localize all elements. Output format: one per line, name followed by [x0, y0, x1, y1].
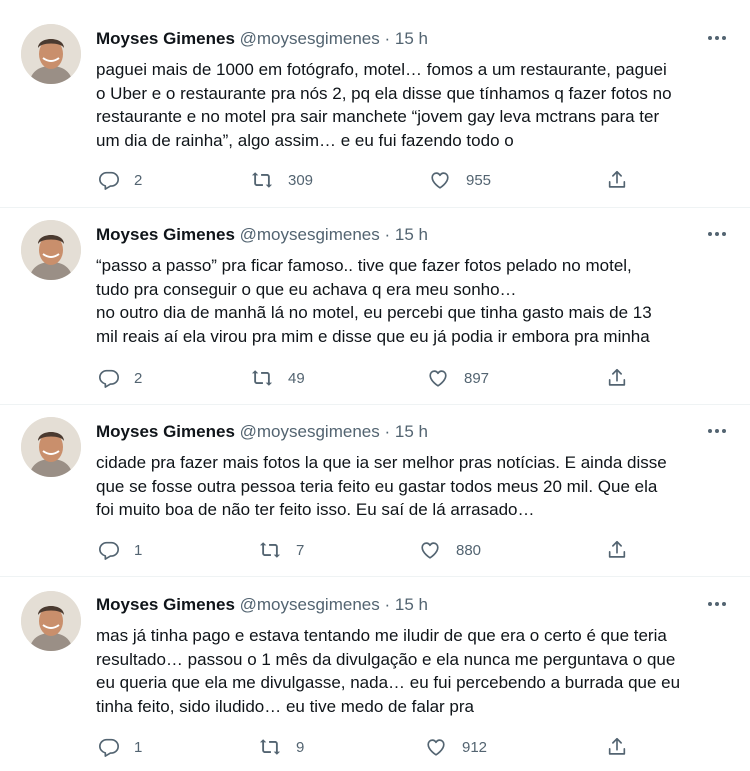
retweet-count: 309 — [288, 171, 314, 189]
timestamp[interactable]: 15 h — [394, 422, 428, 441]
tweet-text-line: tinha feito, sido iludido… eu tive medo de falar pra — [96, 696, 475, 716]
tweet-actions — [96, 366, 636, 390]
reply-icon — [98, 169, 120, 191]
tweet-text-line: “passo a passo” pra ficar famoso.. tive que fazer fotos pelado no motel, — [96, 256, 632, 275]
tweet-header — [96, 595, 428, 615]
tweet-actions — [96, 538, 636, 562]
tweet-text-line: foi muito boa de não ter feito isso. Eu saí de lá arrasado… — [96, 500, 535, 519]
tweet-text-line: eu queria que ela me divulgasse, nada… eu fui percebendo a burrada que eu — [96, 673, 681, 692]
tweet[interactable] — [0, 208, 750, 405]
tweet-text-line: no outro dia de manhã lá no motel, eu percebi que tinha gasto mais de 13 — [96, 303, 652, 322]
retweet-icon — [258, 736, 282, 758]
tweet[interactable] — [0, 405, 750, 577]
share-icon — [606, 367, 628, 389]
tweet[interactable] — [0, 577, 750, 771]
reply-button[interactable] — [98, 168, 142, 192]
reply-count: 1 — [134, 541, 143, 559]
tweet-text-line: mas já tinha pago e estava tentando me iludir de que era o certo é que teria — [96, 626, 667, 645]
author-name[interactable]: Moyses Gimenes — [96, 29, 235, 48]
author-handle[interactable]: @moysesgimenes — [239, 29, 380, 48]
more-icon[interactable] — [705, 224, 729, 244]
author-name[interactable]: Moyses Gimenes — [96, 225, 235, 244]
tweet-text — [96, 451, 736, 522]
heart-icon — [424, 736, 448, 758]
heart-icon — [428, 169, 452, 191]
reply-count: 1 — [134, 738, 143, 756]
separator-dot: · — [384, 422, 391, 441]
separator-dot: · — [384, 595, 391, 614]
like-count: 912 — [462, 738, 488, 756]
reply-button[interactable] — [98, 538, 142, 562]
like-count: 897 — [464, 369, 490, 387]
tweet-text-line: o Uber e o restaurante pra nós 2, pq ela disse que tínhamos q fazer fotos no — [96, 83, 672, 103]
author-handle[interactable]: @moysesgimenes — [239, 225, 380, 244]
tweet-header — [96, 29, 428, 49]
avatar[interactable] — [21, 417, 81, 477]
author-handle[interactable]: @moysesgimenes — [239, 595, 380, 614]
more-icon[interactable] — [705, 28, 729, 48]
share-icon — [606, 736, 628, 758]
timestamp[interactable]: 15 h — [394, 595, 428, 614]
author-name[interactable]: Moyses Gimenes — [96, 595, 235, 614]
share-button[interactable] — [606, 735, 628, 759]
like-button[interactable] — [424, 735, 487, 759]
reply-button[interactable] — [98, 366, 142, 390]
retweet-count: 7 — [296, 541, 305, 559]
tweet-text-line: tudo pra conseguir o que eu achava q era meu sonho… — [96, 279, 517, 299]
separator-dot: · — [384, 225, 391, 244]
tweet-text-line: que se fosse outra pessoa teria feito eu gastar todos meus 20 mil. Que ela — [96, 476, 658, 496]
tweet-text — [96, 58, 736, 152]
heart-icon — [418, 539, 442, 561]
like-button[interactable] — [418, 538, 481, 562]
retweet-count: 9 — [296, 738, 305, 756]
tweet-text — [96, 254, 736, 348]
retweet-icon — [250, 367, 274, 389]
tweet-text-line: restaurante e no motel pra sair manchete “jovem gay leva mctrans para ter — [96, 107, 660, 126]
timestamp[interactable]: 15 h — [394, 225, 428, 244]
more-icon[interactable] — [705, 421, 729, 441]
like-count: 880 — [456, 541, 482, 559]
more-icon[interactable] — [705, 594, 729, 614]
reply-count: 2 — [134, 369, 143, 387]
tweet-text-line: um dia de rainha”, algo assim… e eu fui fazendo todo o — [96, 130, 514, 150]
reply-icon — [98, 539, 120, 561]
tweet-text-line: cidade pra fazer mais fotos la que ia ser melhor pras notícias. E ainda disse — [96, 453, 667, 472]
tweet-text — [96, 624, 736, 718]
retweet-icon — [250, 169, 274, 191]
author-name[interactable]: Moyses Gimenes — [96, 422, 235, 441]
retweet-button[interactable] — [258, 735, 304, 759]
timestamp[interactable]: 15 h — [394, 29, 428, 48]
share-button[interactable] — [606, 168, 628, 192]
reply-icon — [98, 736, 120, 758]
tweet-text-line: resultado… passou o 1 mês da divulgação e ela nunca me perguntava o que — [96, 649, 676, 669]
like-button[interactable] — [428, 168, 491, 192]
reply-icon — [98, 367, 120, 389]
reply-count: 2 — [134, 171, 143, 189]
tweet[interactable] — [0, 0, 750, 208]
avatar[interactable] — [21, 24, 81, 84]
avatar[interactable] — [21, 220, 81, 280]
tweet-text-line: paguei mais de 1000 em fotógrafo, motel… fomos a um restaurante, paguei — [96, 60, 667, 79]
tweet-actions — [96, 168, 636, 192]
retweet-count: 49 — [288, 369, 305, 387]
share-icon — [606, 169, 628, 191]
avatar[interactable] — [21, 591, 81, 651]
author-handle[interactable]: @moysesgimenes — [239, 422, 380, 441]
retweet-button[interactable] — [250, 168, 313, 192]
retweet-button[interactable] — [258, 538, 304, 562]
tweet-header — [96, 225, 428, 245]
share-button[interactable] — [606, 538, 628, 562]
tweet-header — [96, 422, 428, 442]
share-button[interactable] — [606, 366, 628, 390]
reply-button[interactable] — [98, 735, 142, 759]
separator-dot: · — [384, 29, 391, 48]
tweet-actions — [96, 735, 636, 759]
share-icon — [606, 539, 628, 561]
retweet-button[interactable] — [250, 366, 305, 390]
like-count: 955 — [466, 171, 492, 189]
retweet-icon — [258, 539, 282, 561]
tweet-text-line: mil reais aí ela virou pra mim e disse que eu já podia ir embora pra minha — [96, 326, 650, 346]
like-button[interactable] — [426, 366, 489, 390]
heart-icon — [426, 367, 450, 389]
